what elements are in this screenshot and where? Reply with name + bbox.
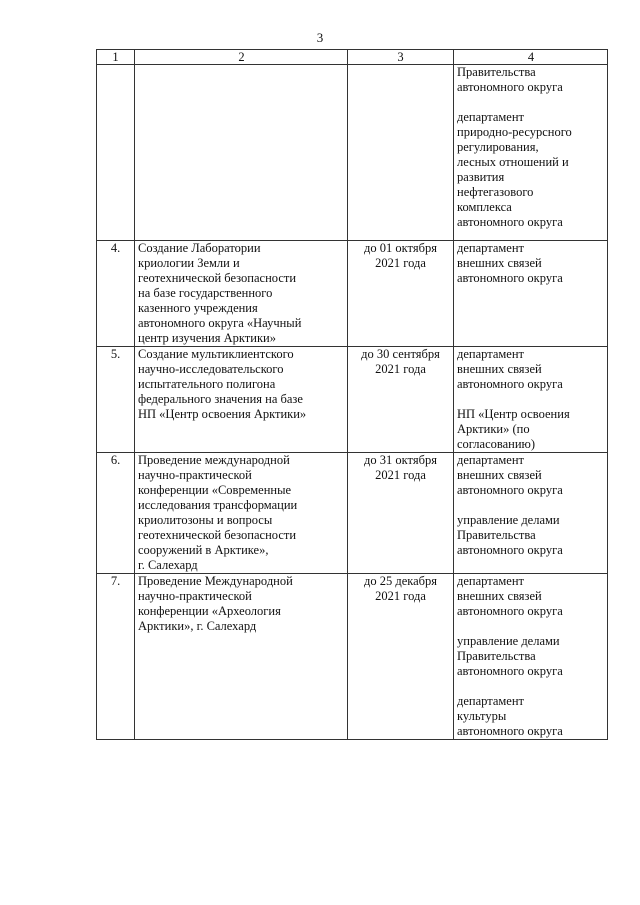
executors-cell — [454, 241, 608, 347]
column-header-2: 2 — [135, 50, 348, 65]
executors-cell — [454, 347, 608, 453]
row-number: 6. — [97, 453, 135, 574]
deadline-cell: до 31 октября 2021 года — [348, 453, 454, 574]
executors-cell — [454, 574, 608, 740]
column-header-3: 3 — [348, 50, 454, 65]
task-cell: Проведение международной научно-практической конференции «Современные исследования трансформации криолитозоны и вопросы геотехнической безопасности сооружений в Арктике», г. Салехард — [135, 453, 348, 574]
deadline-cell: до 01 октября 2021 года — [348, 241, 454, 347]
executors-cell — [454, 453, 608, 574]
row-number: 7. — [97, 574, 135, 740]
page-number: 3 — [316, 30, 324, 45]
activities-table — [96, 49, 608, 740]
row-number — [97, 65, 135, 241]
column-header-4: 4 — [454, 50, 608, 65]
task-cell: Проведение Международной научно-практической конференции «Археология Арктики», г. Салехард — [135, 574, 348, 740]
executor-entry: департамент внешних связей автономного округа — [457, 347, 563, 391]
table-header-row — [97, 50, 608, 65]
executors-cell — [454, 65, 608, 241]
executor-entry: департамент внешних связей автономного округа — [457, 574, 563, 618]
table-row — [97, 347, 608, 453]
deadline-cell — [348, 65, 454, 241]
table-row — [97, 65, 608, 241]
row-number: 4. — [97, 241, 135, 347]
executor-entry: департамент внешних связей автономного округа — [457, 241, 563, 285]
task-cell: Создание мультиклиентского научно-исследовательского испытательного полигона федерального значения на базе НП «Центр освоения Арктики» — [135, 347, 348, 453]
executor-entry: НП «Центр освоения Арктики» (по согласованию) — [457, 407, 570, 451]
executor-entry: управление делами Правительства автономного округа — [457, 513, 563, 557]
task-cell: Создание Лаборатории криологии Земли и геотехнической безопасности на базе государственного казенного учреждения автономного округа «Научный центр изучения Арктики» — [135, 241, 348, 347]
executor-entry: департамент внешних связей автономного округа — [457, 453, 563, 497]
row-number: 5. — [97, 347, 135, 453]
table-row — [97, 574, 608, 740]
column-header-1: 1 — [97, 50, 135, 65]
executor-entry: департамент природно-ресурсного регулирования, лесных отношений и развития нефтегазового комплекса автономного округа — [457, 110, 572, 229]
table-row — [97, 241, 608, 347]
executor-entry: Правительства автономного округа — [457, 65, 563, 94]
deadline-cell: до 30 сентября 2021 года — [348, 347, 454, 453]
executor-entry: департамент культуры автономного округа — [457, 694, 563, 738]
deadline-cell: до 25 декабря 2021 года — [348, 574, 454, 740]
task-cell — [135, 65, 348, 241]
executor-entry: управление делами Правительства автономного округа — [457, 634, 563, 678]
table-row — [97, 453, 608, 574]
